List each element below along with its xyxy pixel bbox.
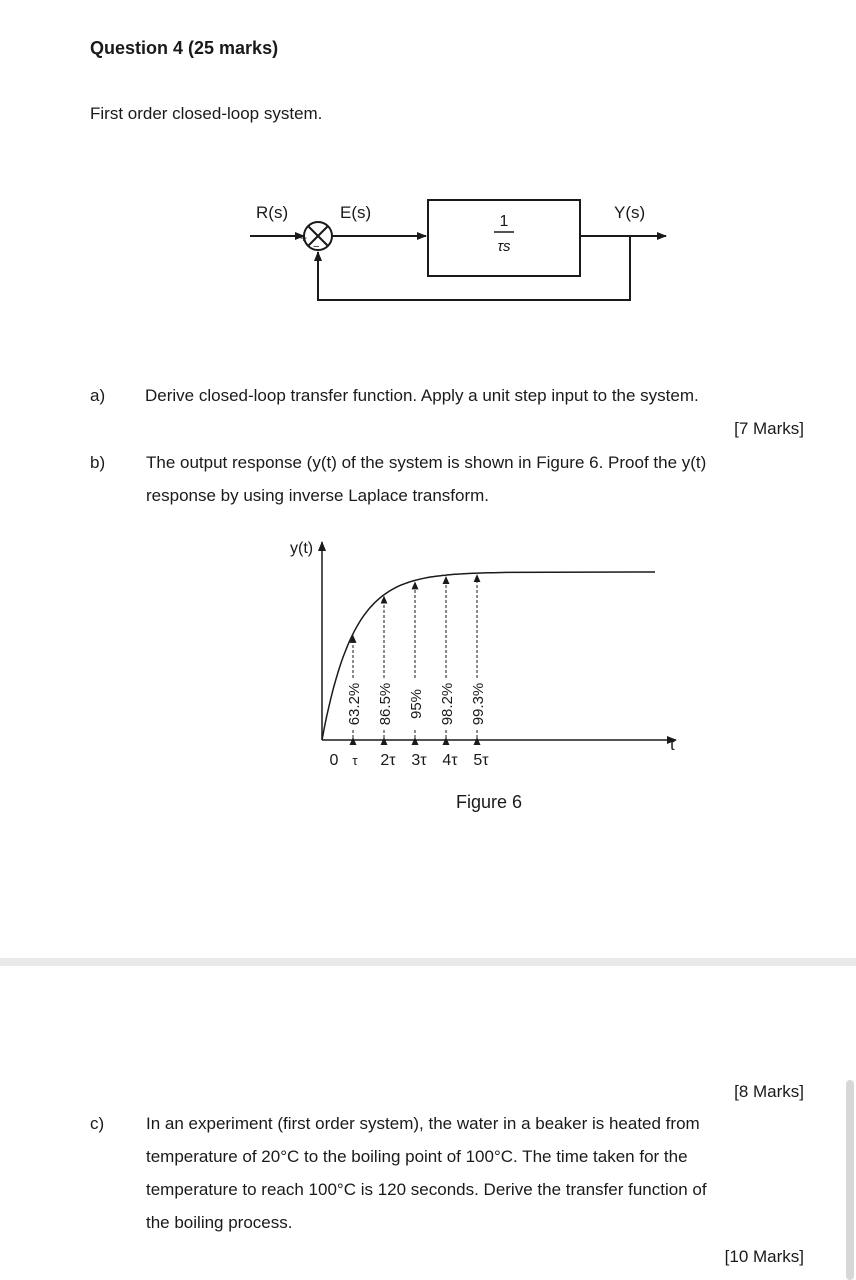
percent-label-3: 95% [408, 688, 425, 720]
tick-label-3: 3τ [411, 752, 427, 769]
error-label: E(s) [340, 203, 372, 222]
percent-label-2: 86.5% [377, 682, 394, 726]
question-title: Question 4 (25 marks) [90, 38, 279, 58]
x-axis-label: t [670, 735, 675, 754]
part-c-line-1: In an experiment (first order system), the water in a beaker is heated from [146, 1114, 700, 1133]
tick-label-4: 4τ [442, 752, 458, 769]
y-axis-label: y(t) [290, 540, 314, 557]
minus-sign: − [313, 241, 320, 253]
figure-caption: Figure 6 [456, 792, 523, 812]
part-b-marks: [8 Marks] [734, 1082, 804, 1101]
part-c-line-3: temperature to reach 100°C is 120 seconds. Derive the transfer function of [146, 1180, 707, 1199]
percent-label-1: 63.2% [346, 682, 363, 726]
plus-sign: + [300, 231, 308, 245]
tf-denominator: τs [497, 238, 511, 255]
block-diagram [240, 190, 680, 310]
percent-label-5: 99.3% [470, 682, 487, 726]
page-divider [0, 958, 856, 966]
input-label: R(s) [256, 203, 289, 222]
part-b-label: b) [90, 453, 106, 472]
question-intro: First order closed-loop system. [90, 104, 323, 123]
part-c-line-4: the boiling process. [146, 1213, 293, 1232]
part-a-label: a) [90, 386, 106, 405]
percent-label-4: 98.2% [439, 682, 456, 726]
origin-label: 0 [329, 752, 339, 769]
part-c-line-2: temperature of 20°C to the boiling point of 100°C. The time taken for the [146, 1147, 688, 1166]
step-response-chart [280, 530, 700, 780]
part-c-marks: [10 Marks] [724, 1247, 804, 1266]
summing-junction [300, 222, 332, 253]
part-c-text [146, 1107, 803, 1239]
part-b-line-1: The output response (y(t) of the system is shown in Figure 6. Proof the y(t) [146, 453, 707, 472]
part-c-label: c) [90, 1114, 105, 1133]
part-b-text [146, 446, 826, 512]
output-label: Y(s) [614, 203, 646, 222]
part-a-text: Derive closed-loop transfer function. Apply a unit step input to the system. [145, 386, 699, 405]
part-a-marks: [7 Marks] [734, 419, 804, 438]
part-b-line-2: response by using inverse Laplace transform. [146, 486, 490, 505]
tf-numerator: 1 [499, 213, 509, 230]
response-curve [322, 572, 655, 740]
tick-label-1: τ [352, 753, 358, 768]
tick-label-2: 2τ [380, 752, 396, 769]
tick-label-5: 5τ [473, 752, 489, 769]
scrollbar[interactable] [846, 1080, 854, 1280]
